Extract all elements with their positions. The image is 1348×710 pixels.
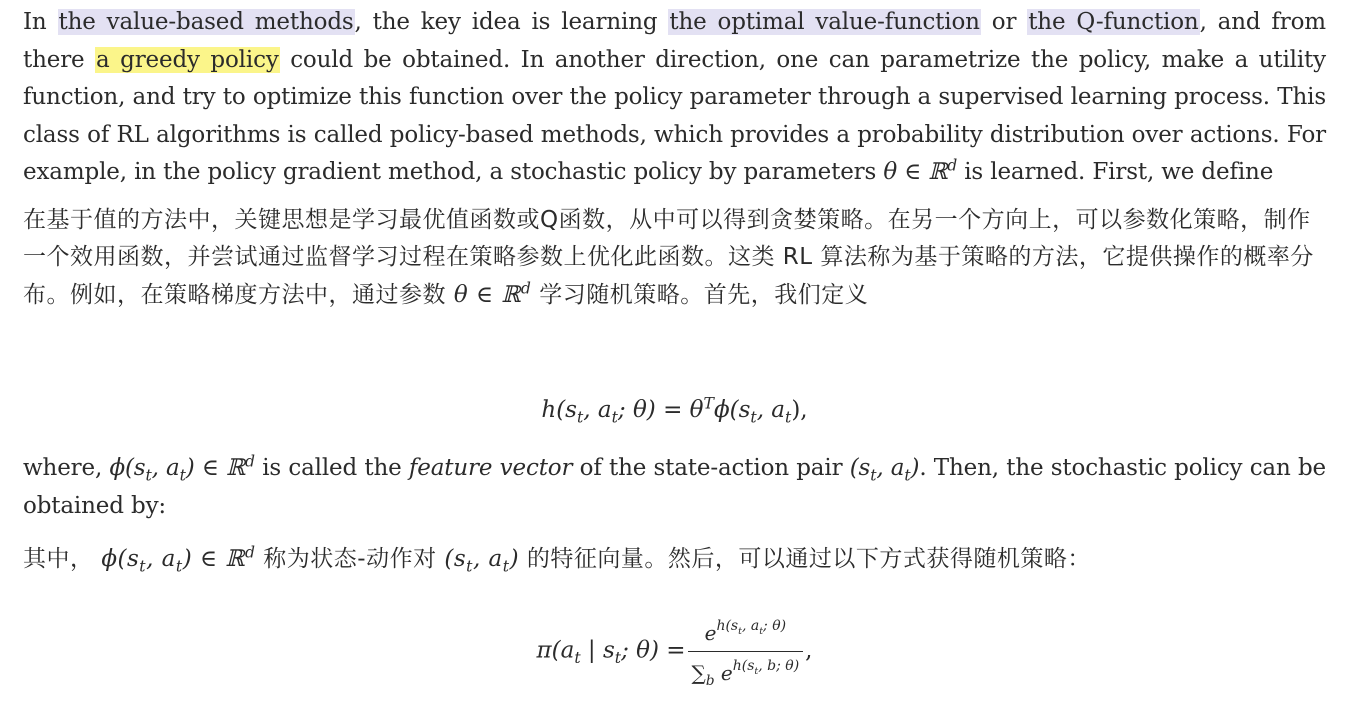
text-span: is called the: [254, 455, 409, 481]
math-exponent-part: ; θ): [763, 618, 787, 634]
highlight-q-function[interactable]: the Q-function: [1028, 9, 1199, 35]
math-subscript-t: t: [754, 665, 759, 677]
math-theta-in-rd: θ ∈ ℝ: [883, 159, 948, 185]
math-subscript-t: t: [759, 625, 764, 637]
math-trailing-comma: ,: [805, 637, 813, 664]
text-span: could be obtained. In another direction, one can parametrize the policy, make a utility function, and try to optimize this function over the policy parameter through a supervised learning process. This class of RL algorithms is called policy-based methods, which provides a probability distribution over actions. For example, in the policy gradient method, a stochastic policy by parameters: [23, 46, 1326, 185]
math-pair-open: (s: [849, 455, 871, 481]
math-subscript-b: b: [705, 673, 715, 689]
math-comma-a: , a: [151, 455, 180, 481]
math-subscript-t: t: [145, 465, 152, 485]
math-theta-in-rd: θ ∈ ℝ: [453, 281, 521, 308]
math-close-in-rd: ) ∈ ℝ: [185, 455, 246, 481]
math-pi-open: π(a: [536, 637, 575, 664]
math-exponent: [732, 658, 800, 677]
equation-softmax-policy: [23, 618, 1326, 689]
math-close: ),: [791, 397, 808, 423]
text-span: is learned. First, we define: [957, 159, 1274, 185]
math-numerator: [688, 618, 804, 652]
math-superscript-d: d: [244, 542, 256, 562]
math-subscript-t: t: [139, 556, 147, 576]
text-span: where,: [23, 455, 110, 481]
english-paragraph-intro: [23, 4, 1326, 192]
math-subscript-t: t: [502, 556, 510, 576]
highlight-value-based-methods[interactable]: the value-based methods: [58, 9, 354, 35]
math-phi-open: ϕ(s: [109, 455, 146, 481]
text-span: 的特征向量。然后，可以通过以下方式获得随机策略：: [519, 546, 1091, 572]
math-exponent: [716, 618, 787, 637]
math-comma-a: , a: [583, 397, 612, 423]
math-subscript-t: t: [904, 465, 911, 485]
text-span: of the state-action pair: [572, 455, 850, 481]
text-span: In: [23, 9, 58, 35]
math-superscript-d: d: [245, 451, 255, 471]
chinese-paragraph-feature-vector: [23, 541, 1326, 579]
equation-feature-score: [23, 393, 1326, 427]
math-phi-open: ϕ(s: [713, 397, 751, 423]
math-semicolon-theta-equals: ; θ) =: [621, 637, 686, 664]
math-subscript-t: t: [785, 407, 792, 427]
math-subscript-t: t: [576, 407, 584, 427]
math-fraction: [688, 618, 804, 689]
math-subscript-t: t: [750, 407, 757, 427]
math-subscript-t: t: [614, 648, 622, 668]
text-span: 学习随机策略。首先，我们定义: [531, 281, 869, 308]
math-h-open: h(s: [541, 397, 577, 423]
emphasis-feature-vector: feature vector: [408, 455, 573, 481]
math-comma-a: , a: [876, 455, 905, 481]
math-comma-a: , a: [472, 546, 503, 572]
chinese-paragraph-intro: [23, 202, 1326, 315]
math-close-in-rd: ) ∈ ℝ: [182, 546, 245, 572]
math-pair-close: ): [910, 455, 920, 481]
highlight-optimal-value-function[interactable]: the optimal value-function: [669, 9, 980, 35]
math-semicolon-theta: ; θ) = θ: [617, 397, 704, 423]
math-denominator: [688, 652, 804, 689]
math-pair-open: (s: [444, 546, 467, 572]
math-exponent-part: h(s: [716, 618, 739, 634]
math-subscript-t: t: [574, 648, 581, 668]
text-span: , the key idea is learning: [354, 9, 669, 35]
text-span: or: [980, 9, 1028, 35]
math-e: e: [714, 661, 733, 685]
text-span: 其中，: [23, 546, 102, 572]
english-paragraph-feature-vector: [23, 450, 1326, 525]
math-phi-open: ϕ(s: [101, 546, 140, 572]
math-subscript-t: t: [870, 465, 877, 485]
math-subscript-t: t: [179, 465, 186, 485]
math-pair-close: ): [509, 546, 520, 572]
math-given-s: | s: [580, 637, 615, 664]
math-superscript-d: d: [947, 155, 958, 175]
math-e: e: [704, 621, 717, 645]
math-exponent-part: h(s: [732, 658, 755, 674]
math-exponent-part: , a: [741, 618, 760, 634]
math-sum-symbol: ∑: [691, 661, 706, 685]
text-span: 在基于值的方法中，关键思想是学习最优值函数或Q函数，从中可以得到贪婪策略。在另一个方向上，可以参数化策略，制作一个效用函数，并尝试通过监督学习过程在策略参数上优化此函数。这类 RL 算法称为基于策略的方法，它提供操作的概率分布。例如，在策略梯度方法中，通过参数: [23, 206, 1314, 308]
math-subscript-t: t: [175, 556, 183, 576]
highlight-greedy-policy[interactable]: a greedy policy: [96, 46, 279, 73]
math-comma-a: , a: [146, 546, 176, 572]
math-subscript-t: t: [611, 407, 618, 427]
math-comma-a: , a: [756, 397, 786, 423]
math-subscript-t: t: [738, 625, 742, 637]
text-span: . Then, the stochastic policy can be obtained by:: [23, 455, 1326, 519]
math-superscript-transpose: T: [703, 393, 714, 413]
text-span: , and from there: [23, 9, 1326, 73]
math-superscript-d: d: [520, 277, 532, 297]
math-subscript-t: t: [466, 556, 473, 576]
math-exponent-part: , b; θ): [758, 658, 800, 674]
text-span: 称为状态-动作对: [255, 546, 445, 572]
